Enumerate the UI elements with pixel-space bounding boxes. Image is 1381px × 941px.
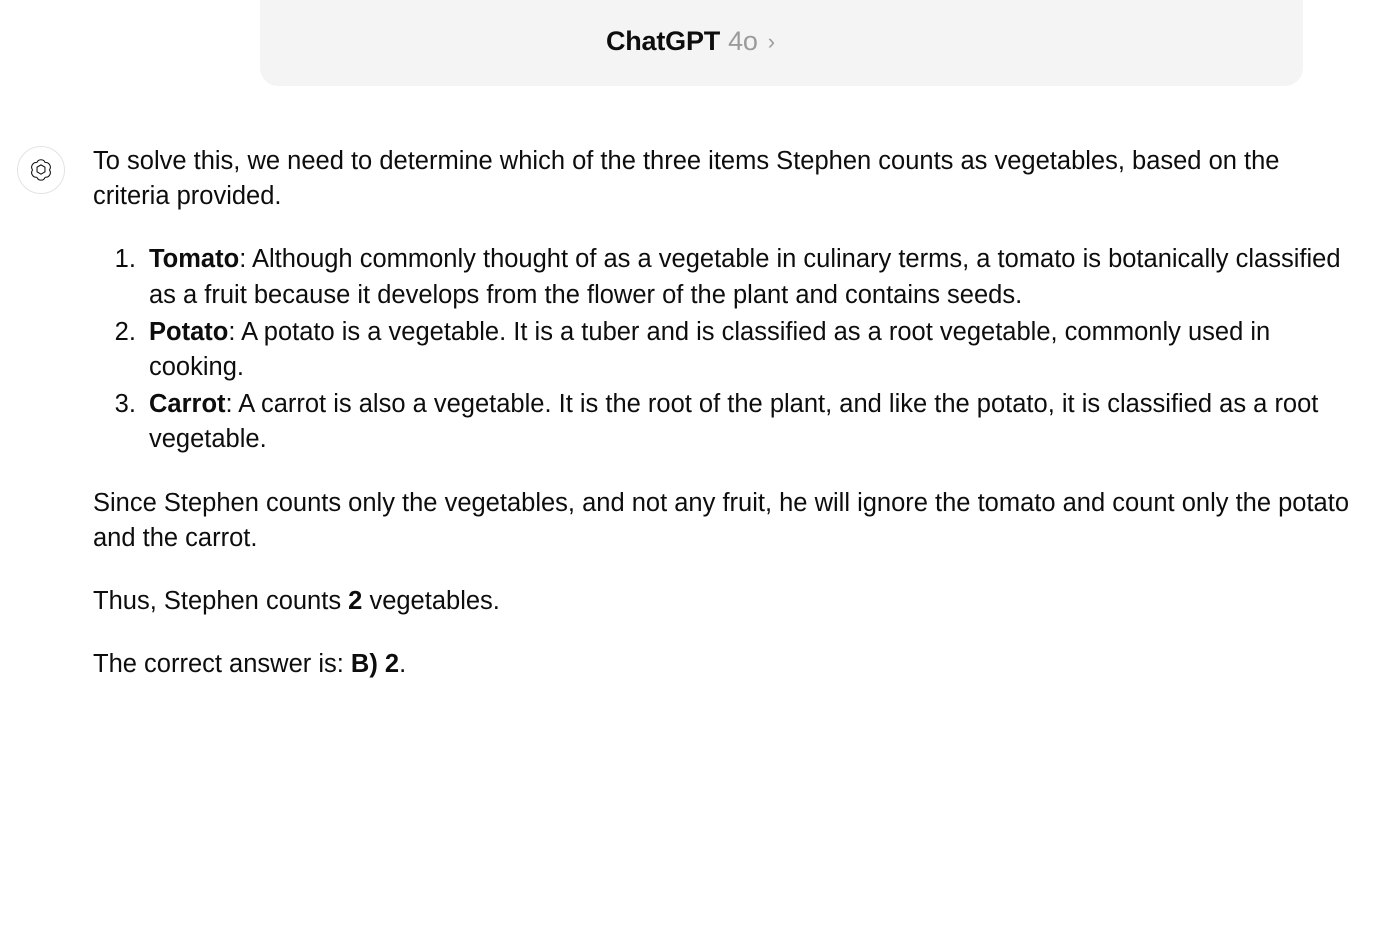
message-content (65, 144, 1381, 682)
header-background-pill (260, 0, 1303, 86)
list-item (143, 242, 1359, 312)
list-item-text: : A potato is a vegetable. It is a tuber and is classified as a root vegetable, commonly used in cooking. (149, 317, 1271, 381)
count-paragraph (93, 584, 1359, 619)
chat-header (0, 0, 1381, 92)
list-item-term: Tomato (149, 245, 240, 274)
count-value: 2 (348, 586, 363, 615)
list-item (143, 315, 1359, 385)
list-item-term: Carrot (149, 390, 226, 419)
app-title: ChatGPT (605, 26, 721, 56)
list-item-term: Potato (149, 317, 229, 346)
chevron-right-icon: › (767, 28, 776, 54)
answer-paragraph (93, 647, 1359, 682)
reasoning-list (93, 242, 1359, 457)
count-prefix: Thus, Stephen counts (93, 586, 349, 615)
list-item (143, 387, 1359, 457)
conclusion-paragraph: Since Stephen counts only the vegetables, and not any fruit, he will ignore the tomato and count only the potato and the carrot. (93, 488, 1349, 552)
openai-logo-icon (17, 146, 65, 194)
list-item-text: : Although commonly thought of as a vegetable in culinary terms, a tomato is botanically classified as a fruit because it develops from the flower of the plant and contains seeds. (149, 245, 1341, 309)
answer-suffix: . (399, 650, 407, 679)
model-selector-button[interactable] (606, 26, 775, 57)
intro-paragraph: To solve this, we need to determine which of the three items Stephen counts as vegetables, based on the criteria provided. (93, 147, 1280, 211)
answer-prefix: The correct answer is: (93, 650, 351, 679)
count-suffix: vegetables. (362, 586, 500, 615)
model-name-label: 4o (728, 26, 758, 56)
answer-value: B) 2 (350, 650, 400, 679)
assistant-message (0, 92, 1381, 682)
list-item-text: : A carrot is also a vegetable. It is the root of the plant, and like the potato, it is classified as a root vegetable. (149, 390, 1319, 454)
